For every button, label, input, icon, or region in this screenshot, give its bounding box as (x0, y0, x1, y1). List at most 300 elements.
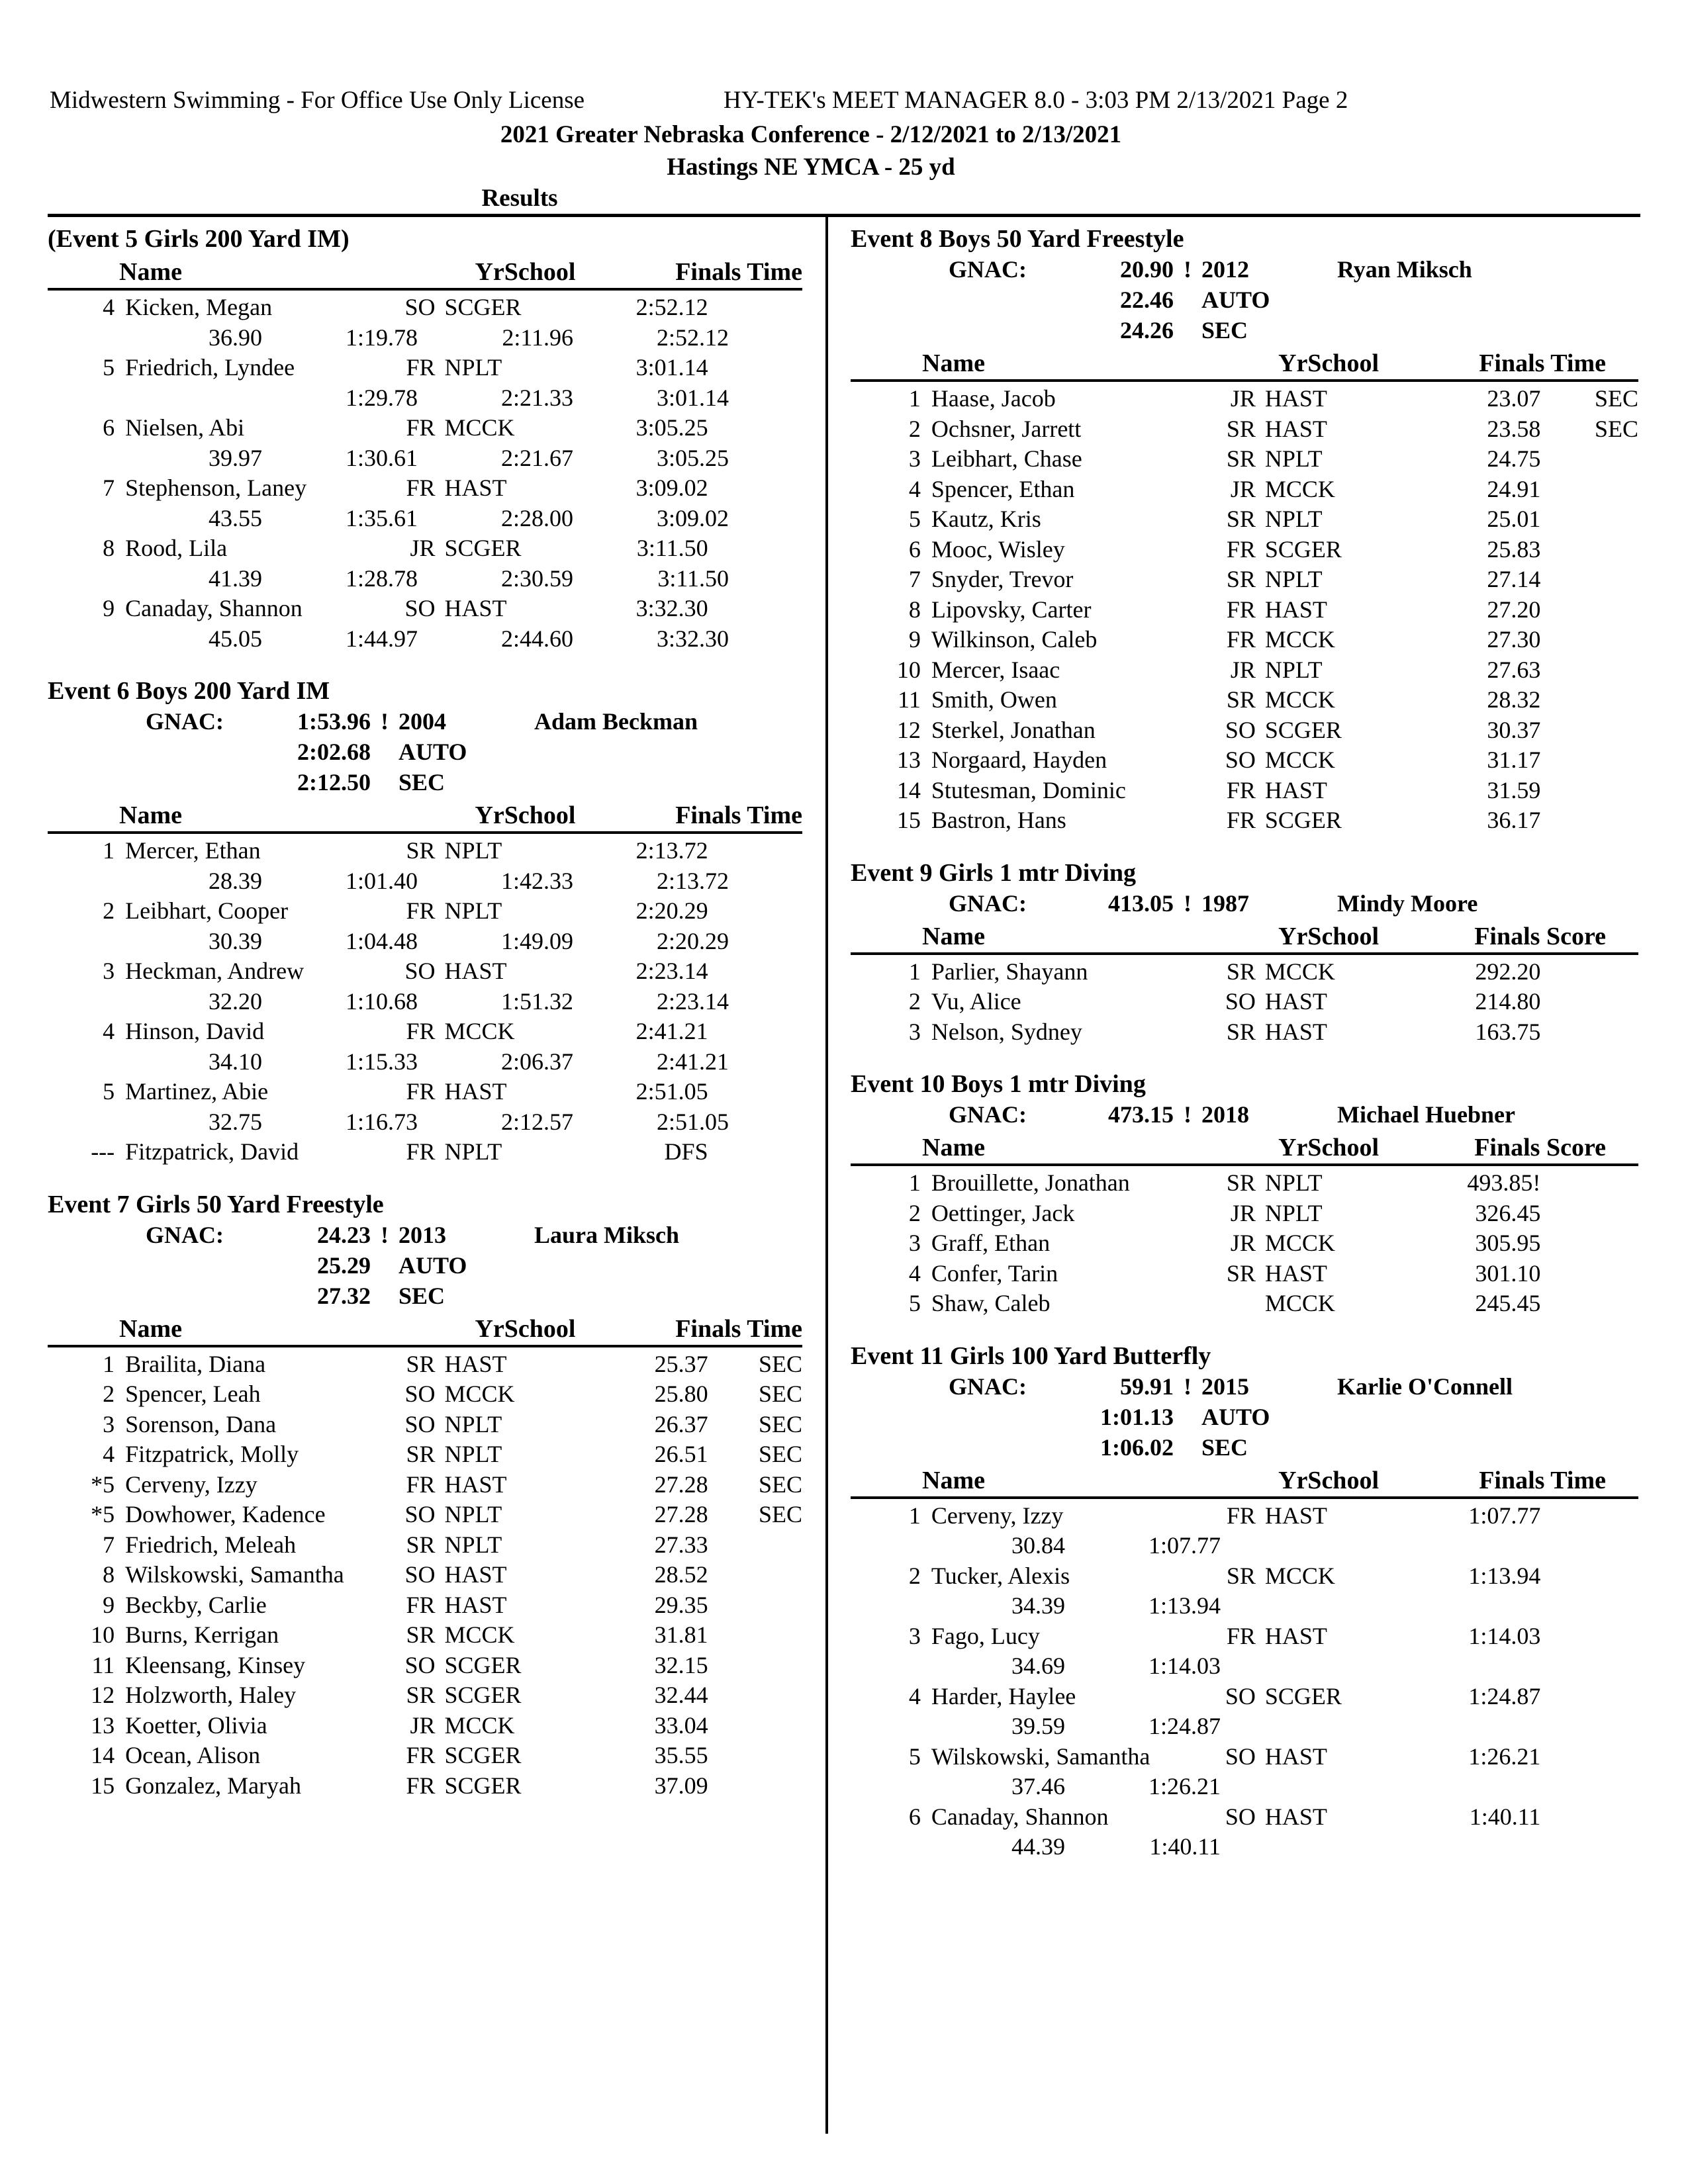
record-flag (1174, 315, 1201, 345)
row-place: 14 (896, 776, 921, 803)
table-row (48, 1530, 802, 1561)
split-time: 34.69 (1011, 1653, 1065, 1679)
split-row (48, 383, 802, 414)
split-row (48, 504, 802, 534)
table-row (851, 1682, 1638, 1712)
row-school: HAST (1264, 1259, 1327, 1287)
header-finals: Finals Time (1479, 1466, 1606, 1494)
row-school: HAST (1264, 1803, 1327, 1830)
row-school: MCCK (1264, 1230, 1335, 1256)
table-row (851, 444, 1638, 475)
row-name: Fitzpatrick, David (125, 1138, 299, 1165)
event-title: Event 11 Girls 100 Yard Butterfly (851, 1342, 1211, 1370)
row-year: FR (1226, 776, 1256, 803)
table-row (48, 1771, 802, 1801)
row-place: 2 (103, 1381, 115, 1407)
split-time: 1:26.21 (1148, 1773, 1221, 1799)
table-row (851, 745, 1638, 776)
row-name: Tucker, Alexis (931, 1562, 1070, 1589)
record-year: AUTO (1201, 1403, 1270, 1430)
row-flag (1540, 1289, 1638, 1319)
row-school: MCCK (1264, 747, 1335, 773)
row-place: 7 (103, 1531, 115, 1558)
split-time: 1:04.48 (345, 927, 418, 954)
row-name: Mercer, Ethan (125, 837, 261, 864)
split-row (48, 1047, 802, 1077)
row-name: Kleensang, Kinsey (125, 1651, 306, 1678)
header-divider-rule (48, 214, 1640, 217)
row-place: 9 (103, 1591, 115, 1618)
row-school: MCCK (1264, 958, 1335, 985)
row-time: 35.55 (654, 1742, 708, 1768)
row-school: HAST (1264, 1502, 1327, 1529)
table-row (48, 533, 802, 564)
event-block (48, 224, 802, 654)
table-row (851, 1168, 1638, 1199)
row-year: SR (1226, 1169, 1256, 1196)
row-flag (708, 473, 802, 504)
row-name: Smith, Owen (931, 686, 1057, 713)
meet-title: 2021 Greater Nebraska Conference - 2/12/2021 to 2/13/2021 (500, 121, 1122, 148)
row-time: 31.59 (1487, 776, 1541, 803)
header-finals: Finals Time (675, 1314, 803, 1343)
record-holder: Michael Huebner (1337, 1101, 1515, 1128)
row-school: HAST (444, 1078, 507, 1105)
split-row (851, 1832, 1638, 1862)
record-line (851, 315, 1638, 345)
row-time: 28.32 (1487, 686, 1541, 713)
row-name: Heckman, Andrew (125, 958, 305, 984)
row-flag (1540, 685, 1638, 715)
row-time: 29.35 (654, 1591, 708, 1618)
row-place: 8 (103, 535, 115, 561)
row-year: FR (1226, 1502, 1256, 1529)
row-school: MCCK (1264, 686, 1335, 713)
row-place: 15 (896, 807, 921, 833)
record-flag (1174, 1432, 1201, 1463)
record-flag (1174, 285, 1201, 315)
record-year: 1987 (1201, 889, 1249, 917)
row-place: 12 (896, 716, 921, 743)
row-year: FR (406, 1742, 436, 1768)
table-row (851, 1802, 1638, 1833)
row-place: 2 (103, 897, 115, 924)
row-school: MCCK (1264, 1562, 1335, 1589)
record-year: AUTO (1201, 287, 1270, 313)
row-school: NPLT (444, 1441, 502, 1467)
record-time: 1:53.96 (297, 708, 371, 735)
row-time: 3:11.50 (636, 535, 708, 561)
row-time: 25.80 (654, 1381, 708, 1407)
header-name: Name (922, 1466, 985, 1494)
row-time: 493.85! (1467, 1169, 1541, 1196)
row-flag (1540, 1802, 1638, 1833)
record-year: AUTO (399, 1251, 467, 1279)
table-row (48, 353, 802, 383)
record-label (48, 767, 245, 797)
row-name: Leibhart, Chase (931, 445, 1082, 472)
table-row (48, 896, 802, 927)
row-school: NPLT (444, 1410, 502, 1437)
split-row (48, 987, 802, 1017)
split-row (851, 1591, 1638, 1621)
row-year: FR (1226, 626, 1256, 653)
row-place: 3 (103, 1410, 115, 1437)
row-school: NPLT (1264, 506, 1323, 532)
record-time: 2:12.50 (297, 769, 371, 796)
row-flag: SEC (758, 1441, 802, 1467)
header-name: Name (119, 801, 182, 829)
split-time: 2:21.67 (500, 444, 573, 471)
row-name: Shaw, Caleb (931, 1290, 1051, 1316)
row-name: Dowhower, Kadence (125, 1501, 326, 1527)
split-time: 1:51.32 (500, 987, 573, 1015)
row-flag (708, 353, 802, 383)
row-name: Kautz, Kris (931, 506, 1041, 532)
record-year: 2012 (1201, 256, 1249, 283)
record-holder: Mindy Moore (1337, 889, 1478, 917)
row-flag (1540, 1259, 1638, 1289)
row-time: 31.81 (654, 1621, 708, 1648)
record-time: 25.29 (317, 1251, 371, 1279)
row-year: SO (1225, 747, 1256, 773)
header-yrschool: YrSchool (1278, 922, 1379, 950)
event-block (851, 858, 1638, 1048)
row-name: Sorenson, Dana (125, 1410, 277, 1437)
header-yrschool: YrSchool (1278, 1466, 1379, 1494)
header-top-line (50, 86, 1638, 115)
row-place: 10 (896, 656, 921, 683)
table-row (851, 776, 1638, 806)
record-flag (371, 767, 399, 797)
split-row (48, 323, 802, 353)
row-flag: SEC (758, 1501, 802, 1527)
table-row (851, 535, 1638, 565)
table-row (851, 1501, 1638, 1531)
record-line (851, 1402, 1638, 1432)
row-place: --- (91, 1138, 115, 1165)
header-finals: Finals Time (675, 258, 803, 286)
row-place: 11 (898, 686, 921, 713)
record-line (851, 254, 1638, 285)
header-finals: Finals Score (1474, 1134, 1606, 1161)
split-time: 41.39 (209, 565, 262, 592)
table-row (851, 475, 1638, 505)
column-divider-rule (825, 217, 828, 2134)
record-flag (1174, 1402, 1201, 1432)
row-place: 6 (908, 535, 921, 563)
table-row (851, 384, 1638, 414)
split-time: 34.39 (1011, 1592, 1065, 1619)
row-flag (708, 1530, 802, 1561)
record-time: 24.23 (317, 1221, 371, 1248)
table-row (48, 1137, 802, 1167)
table-row (48, 473, 802, 504)
row-place: 4 (908, 475, 921, 502)
row-year: SR (1226, 1562, 1256, 1589)
row-time: 163.75 (1475, 1018, 1541, 1045)
record-label: GNAC: (949, 256, 1027, 283)
split-time: 1:13.94 (1148, 1592, 1221, 1619)
table-row (851, 1561, 1638, 1592)
row-school: NPLT (444, 897, 502, 924)
row-place: 3 (908, 445, 921, 472)
record-label (851, 1432, 1048, 1463)
record-year: 2013 (399, 1221, 446, 1248)
split-time: 1:15.33 (345, 1048, 418, 1075)
row-time: 31.17 (1487, 747, 1541, 773)
record-line (48, 706, 802, 737)
row-school: HAST (444, 1591, 507, 1618)
record-line (48, 737, 802, 767)
record-line (48, 1250, 802, 1281)
row-name: Sterkel, Jonathan (931, 716, 1096, 743)
row-school: MCCK (444, 1018, 515, 1044)
record-flag: ! (1184, 1101, 1192, 1128)
row-place: 11 (91, 1651, 115, 1678)
row-time: 3:01.14 (635, 354, 708, 381)
row-name: Confer, Tarin (931, 1259, 1058, 1287)
row-name: Gonzalez, Maryah (125, 1772, 302, 1799)
row-place: 3 (908, 1622, 921, 1649)
row-name: Leibhart, Cooper (125, 897, 289, 924)
row-school: SCGER (444, 1651, 522, 1678)
split-time: 1:30.61 (345, 444, 418, 471)
event-block (851, 224, 1638, 836)
row-name: Bastron, Hans (931, 807, 1066, 833)
row-time: 2:52.12 (635, 294, 708, 320)
row-place: 7 (103, 475, 115, 501)
table-row (851, 957, 1638, 987)
results-table-header (48, 800, 802, 831)
row-place: 1 (908, 1502, 921, 1529)
row-place: 1 (908, 1169, 921, 1196)
row-time: 32.15 (654, 1651, 708, 1678)
split-time: 2:28.00 (500, 504, 573, 531)
row-time: DFS (664, 1138, 708, 1165)
table-row (851, 805, 1638, 836)
row-year: SR (1226, 686, 1256, 713)
row-year: FR (406, 1591, 436, 1618)
table-row (851, 655, 1638, 686)
row-time: 1:07.77 (1468, 1502, 1541, 1529)
table-header-rule (48, 288, 802, 291)
record-line (48, 1281, 802, 1311)
section-title: Results (481, 185, 558, 212)
row-name: Hinson, David (125, 1018, 265, 1044)
row-time: 23.58 (1487, 415, 1541, 442)
row-flag: SEC (1594, 415, 1639, 442)
row-time: 27.20 (1487, 596, 1541, 623)
table-row (851, 565, 1638, 595)
row-place: 3 (908, 1018, 921, 1045)
row-year: SR (1226, 445, 1256, 472)
record-year: SEC (399, 769, 445, 796)
split-row (48, 927, 802, 957)
row-year: JR (1230, 656, 1256, 683)
record-flag (371, 1281, 399, 1311)
row-time: 1:24.87 (1468, 1682, 1541, 1709)
row-place: 5 (908, 506, 921, 532)
row-place: 14 (91, 1742, 115, 1768)
record-time: 1:01.13 (1100, 1403, 1174, 1430)
row-school: HAST (1264, 1018, 1327, 1045)
event-title: (Event 5 Girls 200 Yard IM) (48, 225, 350, 253)
split-time: 1:44.97 (345, 625, 418, 652)
results-table-header (48, 1314, 802, 1344)
split-time: 1:14.03 (1148, 1653, 1221, 1679)
row-name: Kicken, Megan (125, 294, 273, 320)
row-place: 6 (908, 1803, 921, 1830)
row-year: JR (1230, 385, 1256, 412)
row-flag (708, 1590, 802, 1621)
record-time: 20.90 (1120, 256, 1174, 283)
row-school: NPLT (444, 354, 502, 381)
split-row (851, 1531, 1638, 1561)
row-school: HAST (444, 1561, 507, 1588)
row-time: 326.45 (1475, 1199, 1541, 1226)
row-name: Brailita, Diana (125, 1350, 266, 1377)
row-time: 33.04 (654, 1711, 708, 1739)
row-school: SCGER (444, 294, 522, 320)
table-header-rule (48, 831, 802, 834)
row-year: SO (404, 1561, 436, 1588)
row-time: 2:20.29 (635, 897, 708, 924)
row-year: SO (404, 1501, 436, 1527)
row-time: 37.09 (654, 1772, 708, 1799)
record-holder (478, 767, 534, 797)
row-school: HAST (444, 1471, 507, 1498)
row-flag (1540, 1199, 1638, 1229)
split-time: 2:41.21 (656, 1048, 729, 1075)
record-flag (371, 1250, 399, 1281)
results-table-header (48, 257, 802, 287)
row-school: MCCK (1264, 1290, 1335, 1316)
row-school: HAST (1264, 415, 1327, 442)
row-school: NPLT (1264, 1199, 1323, 1226)
row-flag (708, 1711, 802, 1741)
row-school: MCCK (444, 414, 515, 441)
row-name: Mooc, Wisley (931, 535, 1065, 563)
row-time: 27.28 (654, 1471, 708, 1498)
row-flag: SEC (758, 1471, 802, 1498)
event-block (48, 1189, 802, 1801)
row-time: 245.45 (1475, 1290, 1541, 1316)
table-row (851, 1259, 1638, 1289)
row-school: MCCK (444, 1621, 515, 1648)
table-row (851, 1228, 1638, 1259)
row-school: NPLT (444, 1138, 502, 1165)
row-place: 3 (908, 1230, 921, 1256)
table-row (48, 1379, 802, 1410)
row-time: 27.33 (654, 1531, 708, 1558)
row-place: 9 (103, 595, 115, 621)
row-name: Wilkinson, Caleb (931, 626, 1098, 653)
row-name: Rood, Lila (125, 535, 228, 561)
row-flag (1540, 595, 1638, 625)
table-row (48, 413, 802, 443)
results-table-header (851, 1132, 1638, 1163)
record-flag: ! (381, 1221, 389, 1248)
row-year: SR (406, 1682, 436, 1708)
split-time: 2:44.60 (500, 625, 573, 652)
row-year: FR (1226, 1622, 1256, 1649)
row-year: SO (1225, 988, 1256, 1015)
split-row (851, 1772, 1638, 1802)
record-holder (1281, 285, 1337, 315)
row-time: 1:26.21 (1468, 1743, 1541, 1770)
event-title: Event 10 Boys 1 mtr Diving (851, 1070, 1146, 1098)
row-year: SR (406, 1531, 436, 1558)
row-place: 4 (103, 1441, 115, 1467)
split-time: 1:40.11 (1149, 1833, 1221, 1860)
row-flag (708, 836, 802, 866)
row-year: FR (1226, 535, 1256, 563)
split-time: 2:30.59 (500, 565, 573, 592)
row-year: SO (404, 958, 436, 984)
row-year: SO (1225, 1743, 1256, 1770)
record-flag (371, 737, 399, 767)
results-table-header (851, 1465, 1638, 1496)
split-time: 32.20 (209, 987, 262, 1015)
record-line (48, 767, 802, 797)
table-header-rule (851, 1163, 1638, 1166)
row-flag (1540, 504, 1638, 535)
record-year: SEC (1201, 317, 1248, 343)
row-place: 10 (91, 1621, 115, 1648)
record-label (851, 285, 1048, 315)
split-time: 37.46 (1011, 1773, 1065, 1799)
row-year: SR (1226, 566, 1256, 592)
row-school: NPLT (1264, 445, 1323, 472)
row-time: 2:41.21 (635, 1018, 708, 1044)
split-time: 2:11.96 (502, 324, 573, 351)
row-school: HAST (1264, 596, 1327, 623)
row-name: Holzworth, Haley (125, 1682, 297, 1708)
table-header-rule (48, 1345, 802, 1347)
record-label: GNAC: (146, 708, 224, 735)
split-time: 39.59 (1011, 1713, 1065, 1739)
record-label (48, 1281, 245, 1311)
table-header-rule (851, 1496, 1638, 1499)
row-school: HAST (444, 958, 507, 984)
row-year: SR (406, 1350, 436, 1377)
row-name: Haase, Jacob (931, 385, 1056, 412)
row-year: SO (404, 1381, 436, 1407)
row-time: 2:23.14 (635, 958, 708, 984)
split-time: 1:10.68 (345, 987, 418, 1015)
row-time: 27.28 (654, 1501, 708, 1527)
split-time: 1:29.78 (345, 384, 418, 411)
row-time: 36.17 (1487, 807, 1541, 833)
split-row (851, 1651, 1638, 1682)
row-flag (708, 896, 802, 927)
header-finals: Finals Score (1474, 922, 1606, 950)
table-row (48, 594, 802, 624)
table-row (851, 1017, 1638, 1048)
record-flag: ! (1184, 889, 1192, 917)
table-row (851, 504, 1638, 535)
record-flag: ! (1184, 256, 1192, 283)
row-name: Lipovsky, Carter (931, 596, 1092, 623)
split-row (48, 624, 802, 655)
event-block (851, 1069, 1638, 1319)
split-time: 32.75 (209, 1108, 262, 1135)
row-school: HAST (444, 475, 507, 501)
record-label: GNAC: (949, 1101, 1027, 1128)
row-place: 8 (103, 1561, 115, 1588)
record-time: 59.91 (1120, 1373, 1174, 1400)
